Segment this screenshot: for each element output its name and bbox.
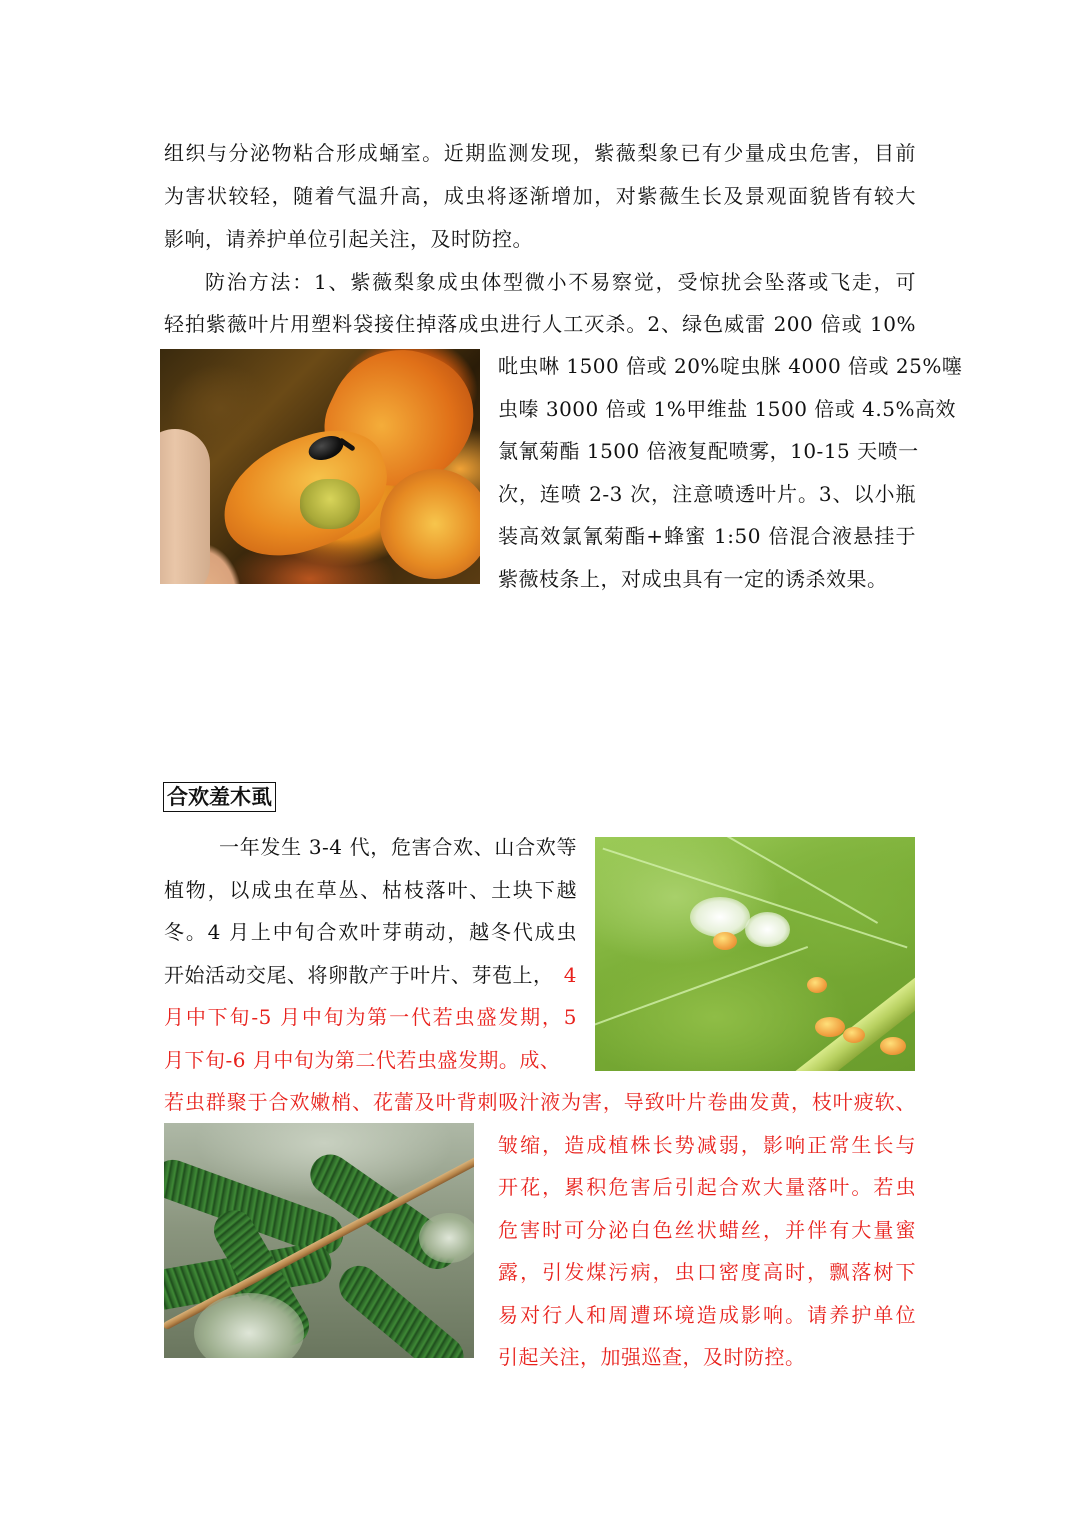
- psyllid-nymph: [713, 932, 737, 950]
- paragraph2-line-1: 防治方法：1、紫薇梨象成虫体型微小不易察觉，受惊扰会坠落或飞走，可: [205, 270, 916, 294]
- paragraph1-line-2: 为害状较轻，随着气温升高，成虫将逐渐增加，对紫薇生长及景观面貌皆有较大: [164, 184, 916, 208]
- mimosa-photo: [164, 1123, 474, 1358]
- paragraph2-side-line-3: 氯氰菊酯 1500 倍液复配喷雾，10-15 天喷一: [498, 439, 919, 463]
- mimosa-frond: [331, 1258, 472, 1358]
- section2-red-side-line-1: 皱缩，造成植株长势减弱，影响正常生长与: [498, 1133, 916, 1157]
- paragraph2-side-line-4: 次，连喷 2-3 次，注意喷透叶片。3、以小瓶: [498, 482, 916, 506]
- paragraph2-side-line-1: 吡虫啉 1500 倍或 20%啶虫脒 4000 倍或 25%噻: [498, 354, 963, 378]
- paragraph2-side-line-6: 紫薇枝条上，对成虫具有一定的诱杀效果。: [498, 567, 888, 591]
- paragraph2-line-2: 轻拍紫薇叶片用塑料袋接住掉落成虫进行人工灭杀。2、绿色威雷 200 倍或 10%: [164, 312, 916, 336]
- psyllid-photo: [595, 837, 915, 1071]
- paragraph2-side-line-5: 装高效氯氰菊酯+蜂蜜 1:50 倍混合液悬挂于: [498, 524, 916, 548]
- leaf-shape: [380, 469, 480, 579]
- section2-line-1: 一年发生 3-4 代，危害合欢、山合欢等: [219, 835, 577, 859]
- wax-tuft: [690, 897, 750, 937]
- section-heading: 合欢羞木虱: [163, 782, 276, 812]
- weevil-photo: [160, 349, 480, 584]
- section2-line-3: 冬。4 月上中旬合欢叶芽萌动，越冬代成虫: [164, 920, 577, 944]
- section2-red-side-line-6: 引起关注，加强巡查，及时防控。: [498, 1345, 806, 1369]
- section2-line-4: [164, 961, 577, 989]
- leaf-vein: [652, 837, 878, 924]
- white-wax-cluster: [419, 1213, 474, 1263]
- finger-shape: [160, 429, 210, 584]
- psyllid-nymph: [815, 1017, 845, 1037]
- wax-tuft: [745, 912, 790, 947]
- section2-line-4-red: 4: [563, 963, 577, 987]
- bud-shape: [300, 479, 360, 529]
- psyllid-nymph: [843, 1027, 865, 1043]
- section2-red-line-2: 月下旬-6 月中旬为第二代若虫盛发期。成、: [164, 1048, 561, 1072]
- section2-line-2: 植物，以成虫在草丛、枯枝落叶、土块下越: [164, 878, 577, 902]
- section2-red-side-line-3: 危害时可分泌白色丝状蜡丝，并伴有大量蜜: [498, 1218, 916, 1242]
- section2-red-side-line-5: 易对行人和周遭环境造成影响。请养护单位: [498, 1303, 916, 1327]
- paragraph2-side-line-2: 虫嗪 3000 倍或 1%甲维盐 1500 倍或 4.5%高效: [498, 397, 956, 421]
- section2-red-line-1: 月中下旬-5 月中旬为第一代若虫盛发期，5: [164, 1005, 577, 1029]
- section2-red-side-line-2: 开花，累积危害后引起合欢大量落叶。若虫: [498, 1175, 916, 1199]
- paragraph1-line-3: 影响，请养护单位引起关注，及时防控。: [164, 227, 533, 251]
- section2-red-side-line-4: 露，引发煤污病，虫口密度高时，飘落树下: [498, 1260, 916, 1284]
- psyllid-nymph: [807, 977, 827, 993]
- section2-line-4-black: 开始活动交尾、将卵散产于叶片、芽苞上，: [164, 963, 554, 987]
- section2-red-full-line: 若虫群聚于合欢嫩梢、花蕾及叶背刺吸汁液为害，导致叶片卷曲发黄，枝叶疲软、: [164, 1090, 916, 1114]
- paragraph1-line-1: 组织与分泌物粘合形成蛹室。近期监测发现，紫薇梨象已有少量成虫危害，目前: [164, 141, 916, 165]
- leaf-vein: [595, 946, 808, 1030]
- psyllid-nymph: [880, 1037, 906, 1055]
